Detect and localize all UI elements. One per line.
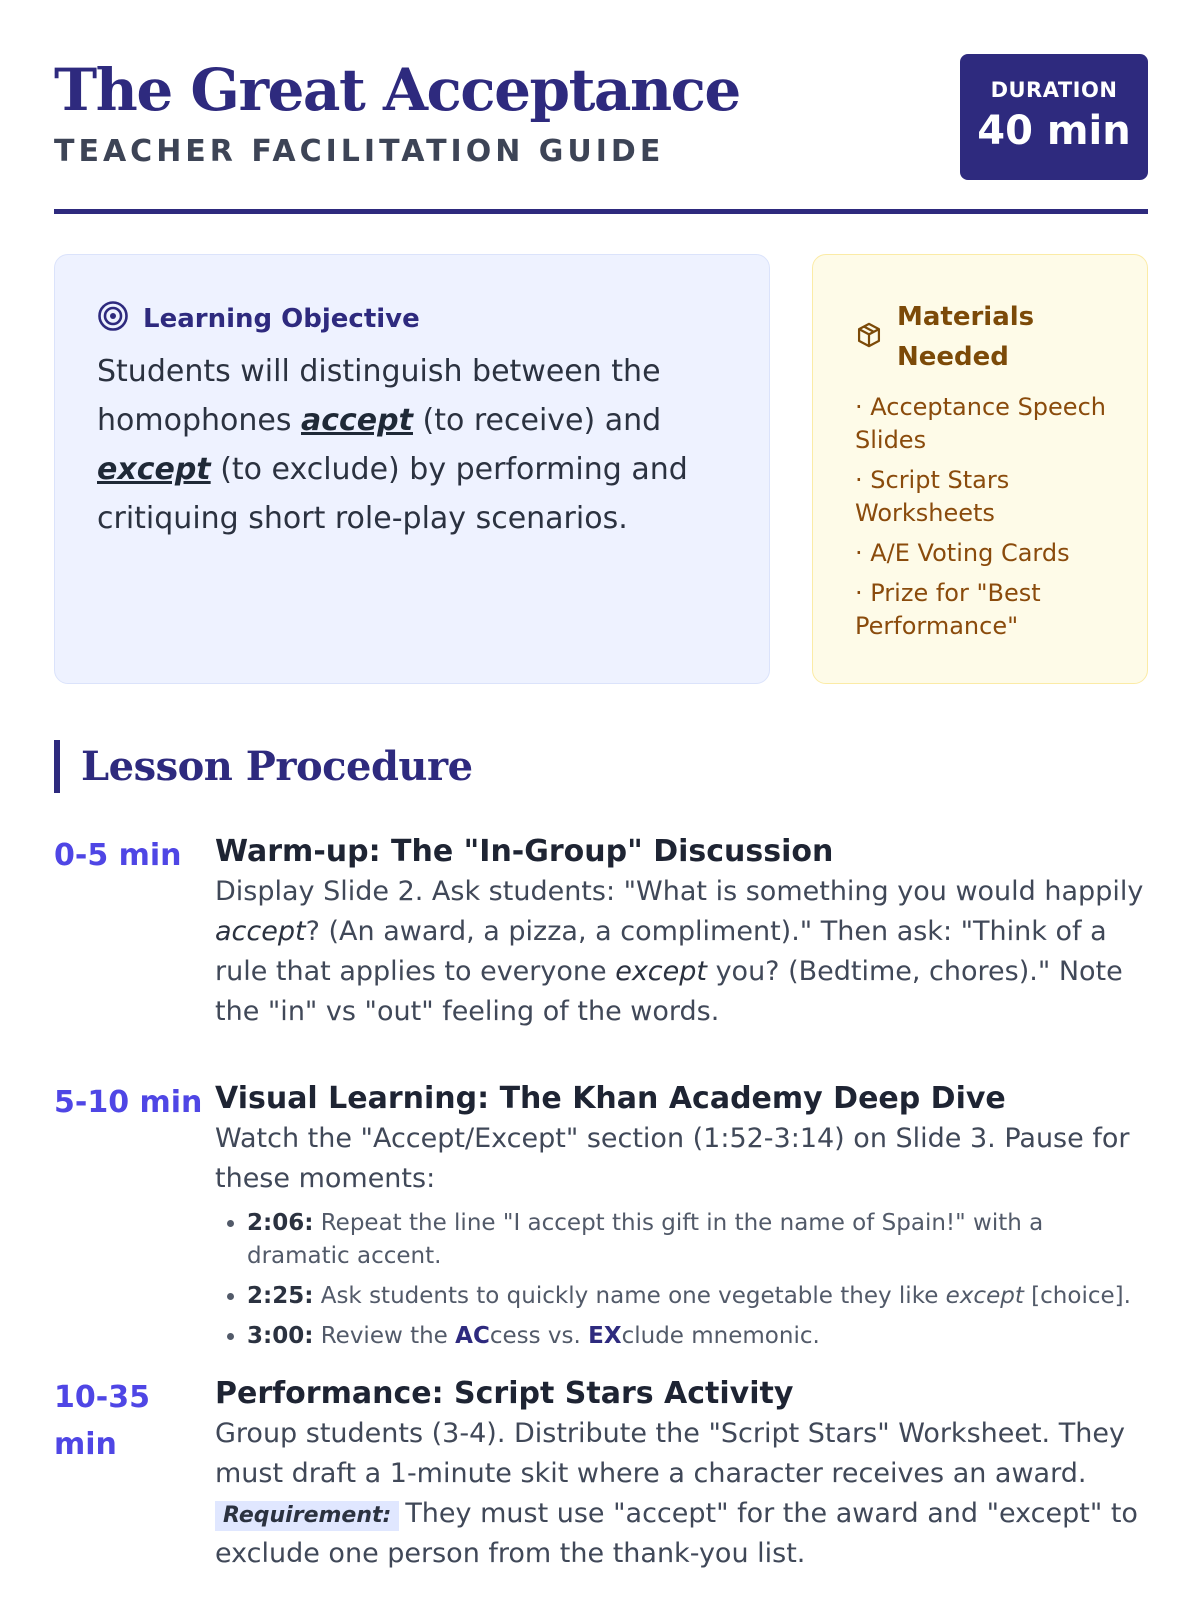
moment-timestamp: 3:00: [247,1323,314,1349]
step-desc-emphasis: except [615,956,707,987]
materials-title: Materials Needed [897,302,1035,372]
guide-header [54,0,1148,214]
mnemonic-exclude-letters: EX [588,1323,622,1349]
step-title: Warm-up: The "In-Group" Discussion [215,834,834,869]
step-description [215,872,1150,1032]
moment-item [247,1207,1150,1273]
materials-item: · A/E Voting Cards [855,539,1070,567]
objective-text [97,347,737,543]
materials-item: · Prize for "Best Performance" [855,579,1041,640]
step-description: Group students (3-4). Distribute the "Script Stars" Worksheet. They must draft a 1-minute skit where a character receives an award. [215,1418,1125,1489]
moment-timestamp: 2:06: [247,1210,314,1236]
duration-value: 40 min [977,108,1131,154]
step-time: 0-5 min [54,838,182,873]
procedure-heading [54,740,473,793]
materials-list [855,391,1125,650]
materials-heading [855,297,1047,377]
page-title: The Great Acceptance [54,56,740,124]
duration-badge [960,54,1148,180]
facilitation-guide-page [54,0,1148,1569]
moment-item [247,1280,1150,1313]
step-description: Watch the "Accept/Except" section (1:52-3:14) on Slide 3. Pause for these moments: [215,1123,1130,1194]
step-body [215,1374,1150,1574]
materials-card [812,254,1148,684]
moment-item [247,1320,1150,1353]
package-icon [855,321,883,354]
step-requirement [215,1494,1150,1574]
moment-text: Review the [313,1323,456,1349]
objective-text-part: (to receive) and [412,403,662,438]
step-body [215,832,1150,1032]
moment-text: cess vs. [489,1323,589,1349]
objective-text-part: Students will distinguish between the homophones [97,354,661,438]
step-time: 10-35 min [54,1380,150,1462]
procedure-title: Lesson Procedure [81,743,473,790]
objective-text-part: (to exclude) by performing and critiquing short role-play scenarios. [97,452,688,536]
moment-list [215,1207,1150,1353]
requirement-label: Requirement: [215,1501,399,1531]
moment-text: [choice]. [1023,1283,1131,1309]
objective-word-except: except [97,452,211,487]
step-title: Performance: Script Stars Activity [215,1376,794,1411]
moment-timestamp: 2:25: [247,1283,314,1309]
objective-title: Learning Objective [143,303,420,334]
moment-text: Repeat the line "I accept this gift in the name of Spain!" with a dramatic accent. [247,1210,1044,1269]
learning-objective-card [54,254,770,684]
step-time: 5-10 min [54,1085,203,1120]
moment-text: clude mnemonic. [621,1323,820,1349]
step-desc-part: Display Slide 2. Ask students: "What is something you would happily [215,876,1144,907]
mnemonic-access-letters: AC [455,1323,490,1349]
moment-emphasis: except [945,1283,1024,1309]
objective-heading [97,300,420,337]
duration-label: DURATION [990,78,1118,102]
step-desc-emphasis: accept [215,916,306,947]
requirement-text: They must use "accept" for the award and "except" to exclude one person from the thank-you list. [215,1498,1138,1569]
moment-text: Ask students to quickly name one vegetable they like [313,1283,946,1309]
objective-word-accept: accept [301,403,413,438]
step-body [215,1079,1150,1360]
step-desc-part: you? (Bedtime, chores)." Note the "in" vs "out" feeling of the words. [215,956,1123,1027]
target-icon [97,300,129,337]
page-subtitle: TEACHER FACILITATION GUIDE [54,134,665,169]
step-title: Visual Learning: The Khan Academy Deep Dive [215,1081,1006,1116]
materials-item: · Script Stars Worksheets [855,466,1010,527]
materials-item: · Acceptance Speech Slides [855,393,1106,454]
step-desc-part: ? (An award, a pizza, a compliment)." Then ask: "Think of a rule that applies to everyone [215,916,1107,987]
